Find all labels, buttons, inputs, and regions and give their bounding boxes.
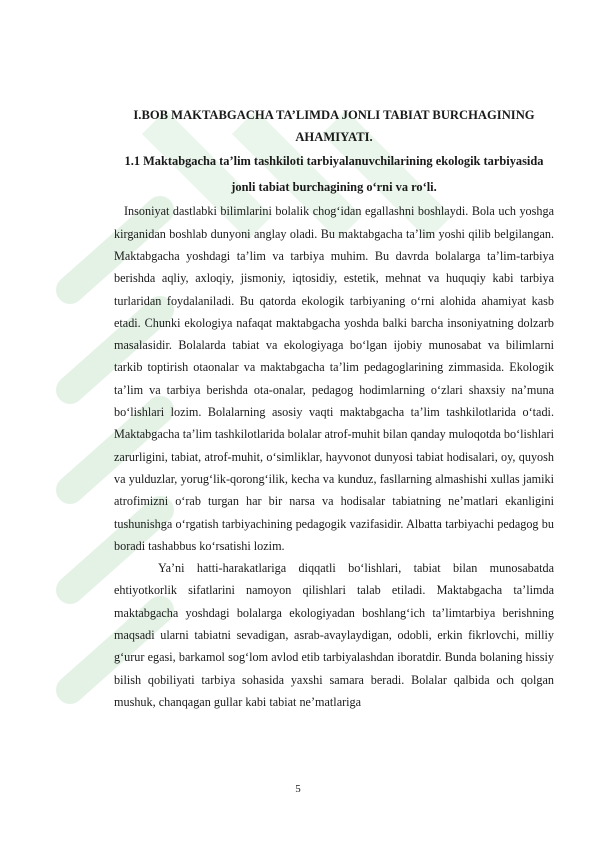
chapter-title: I.BOB MAKTABGACHA TA’LIMDA JONLI TABIAT BURCHAGINING AHAMIYATI. [133, 108, 535, 145]
body-paragraph-2: Ya’ni hatti-harakatlariga diqqatli bo‘lishlari, tabiat bilan munosabatda ehtiyotkorlik sifatlarini namoyon qilishlari talab etiladi. Maktabgacha ta’limda maktabgacha yoshdagi bolalarga ekologiyadan boshlang‘ich ta’limtarbiya berishning maqsadi ularni tabiatni sevadigan, asrab-avaylaydigan, odobli, erkin fikrlovchi, milliy g‘urur egasi, barkamol sog‘lom avlod etib tarbiyalashdan iboratdir. Bunda bolaning hissiy bilish qobiliyati tarbiya sohasida yaxshi samara beradi. Bolalar qalbida och qolgan mushuk, chanqagan gullar kabi tabiat ne’matlariga [114, 561, 554, 709]
page-number: 5 [295, 783, 301, 795]
section-title: 1.1 Maktabgacha ta’lim tashkiloti tarbiyalanuvchilarining ekologik tarbiyasida jonli tabiat burchagining o‘rni va ro‘li. [124, 154, 544, 195]
body-paragraph-1: Insoniyat dastlabki bilimlarini bolalik chog‘idan egallashni boshlaydi. Bola uch yoshga kirganidan boshlab dunyoni anglay oladi. Bu maktabgacha ta’lim yoshi qilib belgilangan. Maktabgacha yoshdagi ta’lim va tarbiya muhim. Bu davrda bolalarga ta’lim-tarbiya berishda aqliy, axloqiy, jismoniy, iqtosidiy, estetik, mehnat va huquqiy kabi tarbiya turlaridan foydalaniladi. Bu qatorda ekologik tarbiyaning o‘rni alohida ahamiyat kasb etadi. Chunki ekologiya nafaqat maktabgacha yoshda balki barcha insoniyatning dolzarb masalasidir. Bolalarda tabiat va ekologiyaga bo‘lgan ijobiy munosabat va bilimlarni tarkib toptirish otaonalar va maktabgacha ta’lim pedagoglarining zimmasida. Ekologik ta’lim va tarbiya berishda ota-onalar, pedagog hodimlarning o‘zlari shaxsiy na’muna bo‘lishlari lozim. Bolalarning asosiy vaqti maktabgacha ta’lim tashkilotlarida o‘tadi. Maktabgacha ta’lim tashkilotlarida bolalar atrof-muhit bilan qanday muloqotda bo‘lishlari zarurligini, tabiat, atrof-muhit, o‘simliklar, hayvonot dunyosi tabiat hodisalari, oy, quyosh va yulduzlar, yorug‘lik-qorong‘ilik, kecha va kunduz, fasllarning almashishi xullas jamiki atrofimizni o‘rab turgan har bir narsa va hodisalar tabiatning ne’matlari ekanligini tushunishga o‘rgatish tarbiyachining pedagogik vazifasidir. Albatta tarbiyachi pedagog bu boradi tashabbus ko‘rsatishi lozim. [114, 204, 554, 553]
document-page [114, 104, 554, 713]
